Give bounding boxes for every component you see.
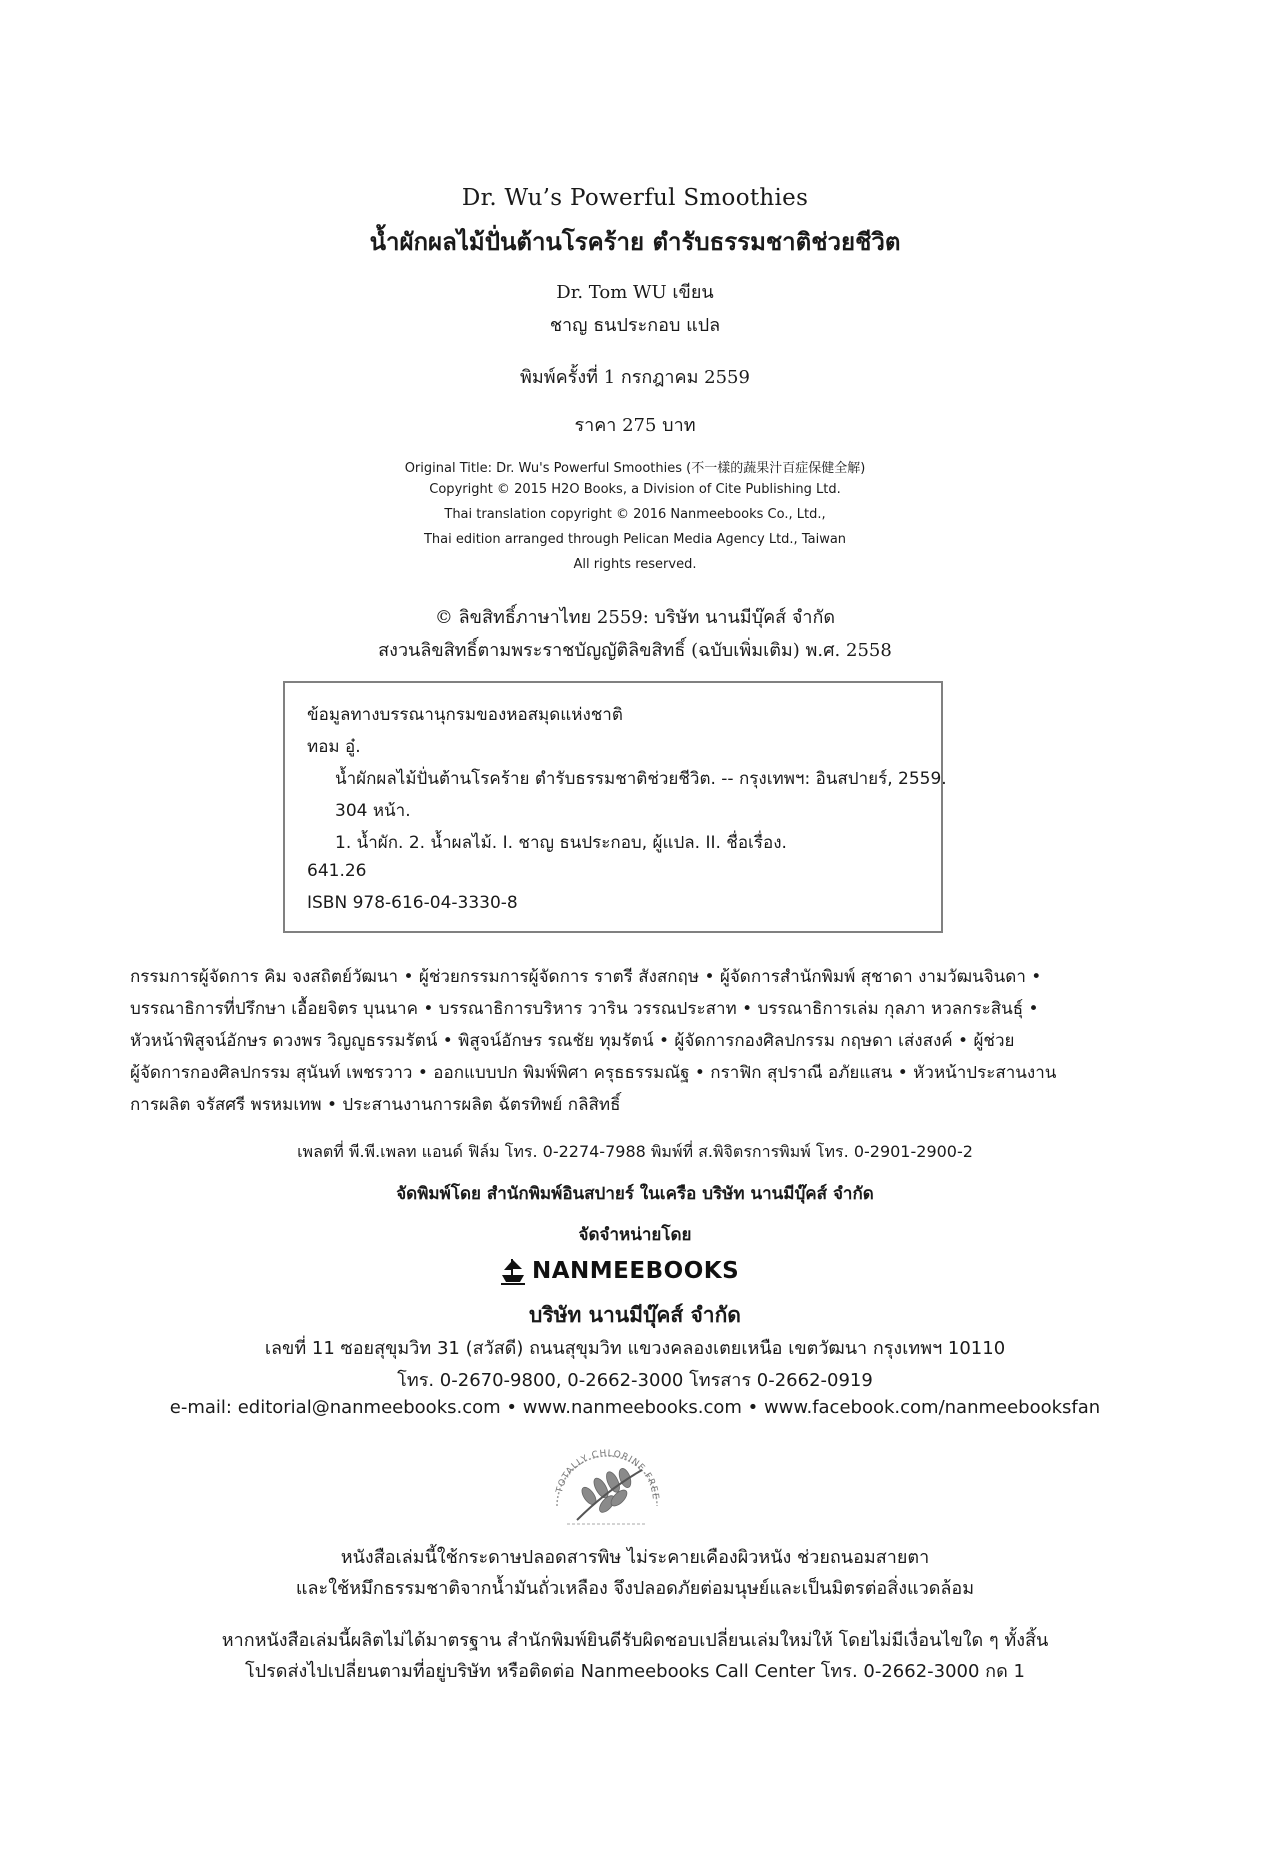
catalog-pages: 304 หน้า. — [335, 801, 411, 821]
return-policy-line: หากหนังสือเล่มนี้ผลิตไม่ได้มาตรฐาน สำนักพิมพ์ยินดีรับผิดชอบเปลี่ยนเล่มใหม่ให้ โดยไม่มีเงื่อนไขใด ๆ ทั้งสิ้น — [221, 1630, 1049, 1651]
eco-note-line: และใช้หมึกธรรมชาติจากน้ำมันถั่วเหลือง จึงปลอดภัยต่อมนุษย์และเป็นมิตรต่อสิ่งแวดล้อม — [295, 1578, 975, 1599]
price: ราคา 275 บาท — [574, 415, 696, 436]
logo-text: NANMEEBOOKS — [532, 1258, 740, 1284]
staff-credits-line: กรรมการผู้จัดการ คิม จงสถิตย์วัฒนา • ผู้ช่วยกรรมการผู้จัดการ ราตรี สังสกฤษ • ผู้จัดการสำนักพิมพ์ สุชาดา งามวัฒนจินดา • — [130, 967, 1042, 987]
catalog-author: ทอม อู๋. — [307, 737, 361, 757]
return-policy-line: โปรดส่งไปเปลี่ยนตามที่อยู่บริษัท หรือติดต่อ Nanmeebooks Call Center โทร. 0-2662-3000 กด 1 — [245, 1661, 1025, 1682]
company-phone: โทร. 0-2670-9800, 0-2662-3000 โทรสาร 0-2662-0919 — [397, 1370, 873, 1391]
staff-credits-line: ผู้จัดการกองศิลปกรรม สุนันท์ เพชรวาว • ออกแบบปก พิมพ์พิศา ครุธธรรมณัฐ • กราฟิก สุปราณี อภัยแสน • หัวหน้าประสานงาน — [130, 1063, 1057, 1083]
english-title: Dr. Wu’s Powerful Smoothies — [461, 185, 809, 211]
thai-title: น้ำผักผลไม้ปั่นต้านโรคร้าย ตำรับธรรมชาติช่วยชีวิต — [369, 228, 901, 256]
original-copyright: Copyright © 2015 H2O Books, a Division of Cite Publishing Ltd. — [429, 482, 841, 497]
original-title: Original Title: Dr. Wu's Powerful Smoothies (不一樣的蔬果汁百症保健全解) — [404, 461, 866, 476]
plate-and-printer: เพลตที่ พี.พี.เพลท แอนด์ ฟิล์ม โทร. 0-2274-7988 พิมพ์ที่ ส.พิจิตรการพิมพ์ โทร. 0-2901-2900-2 — [297, 1142, 973, 1161]
eco-note-line: หนังสือเล่มนี้ใช้กระดาษปลอดสารพิษ ไม่ระคายเคืองผิวหนัง ช่วยถนอมสายตา — [340, 1547, 930, 1568]
edition-info: พิมพ์ครั้งที่ 1 กรกฎาคม 2559 — [520, 367, 750, 388]
chlorine-free-seal-icon — [547, 1440, 667, 1530]
translator-credit: ชาญ ธนประกอบ แปล — [549, 315, 721, 336]
nanmeebooks-logo — [500, 1254, 739, 1288]
svg-text:TOTALLY CHLORINE FREE: TOTALLY CHLORINE FREE — [554, 1448, 661, 1501]
catalog-classification: 641.26 — [307, 861, 367, 881]
distributed-by: จัดจำหน่ายโดย — [578, 1225, 692, 1245]
printed-by: จัดพิมพ์โดย สำนักพิมพ์อินสปายร์ ในเครือ บริษัท นานมีบุ๊คส์ จำกัด — [396, 1184, 874, 1204]
company-name: บริษัท นานมีบุ๊คส์ จำกัด — [529, 1303, 741, 1327]
company-web: e-mail: editorial@nanmeebooks.com • www.nanmeebooks.com • www.facebook.com/nanmeebooksfan — [169, 1397, 1101, 1418]
staff-credits-line: การผลิต จรัสศรี พรหมเทพ • ประสานงานการผลิต ฉัตรทิพย์ กลิสิทธิ์ — [130, 1095, 621, 1115]
ship-icon — [500, 1257, 526, 1285]
thai-copyright-law: สงวนลิขสิทธิ์ตามพระราชบัญญัติลิขสิทธิ์ (ฉบับเพิ่มเติม) พ.ศ. 2558 — [378, 640, 892, 661]
translation-copyright: Thai translation copyright © 2016 Nanmeebooks Co., Ltd., — [444, 507, 826, 522]
author-credit: Dr. Tom WU เขียน — [556, 282, 714, 303]
catalog-heading: ข้อมูลทางบรรณานุกรมของหอสมุดแห่งชาติ — [307, 705, 623, 725]
staff-credits-line: หัวหน้าพิสูจน์อักษร ดวงพร วิญญูธรรมรัตน์ • พิสูจน์อักษร รณชัย ทุมรัตน์ • ผู้จัดการกองศิลปกรรม กฤษดา เส่งสงค์ • ผู้ช่วย — [130, 1031, 1015, 1051]
thai-copyright: © ลิขสิทธิ์ภาษาไทย 2559: บริษัท นานมีบุ๊คส์ จำกัด — [434, 607, 836, 628]
staff-credits-line: บรรณาธิการที่ปรึกษา เอื้อยจิตร บุนนาค • บรรณาธิการบริหาร วาริน วรรณประสาท • บรรณาธิการเล่ม กุลภา หวลกระสินธุ์ • — [130, 999, 1039, 1019]
rights-reserved: All rights reserved. — [573, 557, 697, 572]
cataloging-data-box — [283, 681, 947, 933]
edition-arrangement: Thai edition arranged through Pelican Media Agency Ltd., Taiwan — [423, 532, 847, 547]
catalog-isbn: ISBN 978-616-04-3330-8 — [307, 893, 518, 913]
catalog-title: น้ำผักผลไม้ปั่นต้านโรคร้าย ตำรับธรรมชาติช่วยชีวิต. -- กรุงเทพฯ: อินสปายร์, 2559. — [335, 769, 947, 789]
catalog-subjects: 1. น้ำผัก. 2. น้ำผลไม้. I. ชาญ ธนประกอบ, ผู้แปล. II. ชื่อเรื่อง. — [335, 833, 787, 853]
company-address: เลขที่ 11 ซอยสุขุมวิท 31 (สวัสดี) ถนนสุขุมวิท แขวงคลองเตยเหนือ เขตวัฒนา กรุงเทพฯ 10110 — [264, 1338, 1006, 1359]
